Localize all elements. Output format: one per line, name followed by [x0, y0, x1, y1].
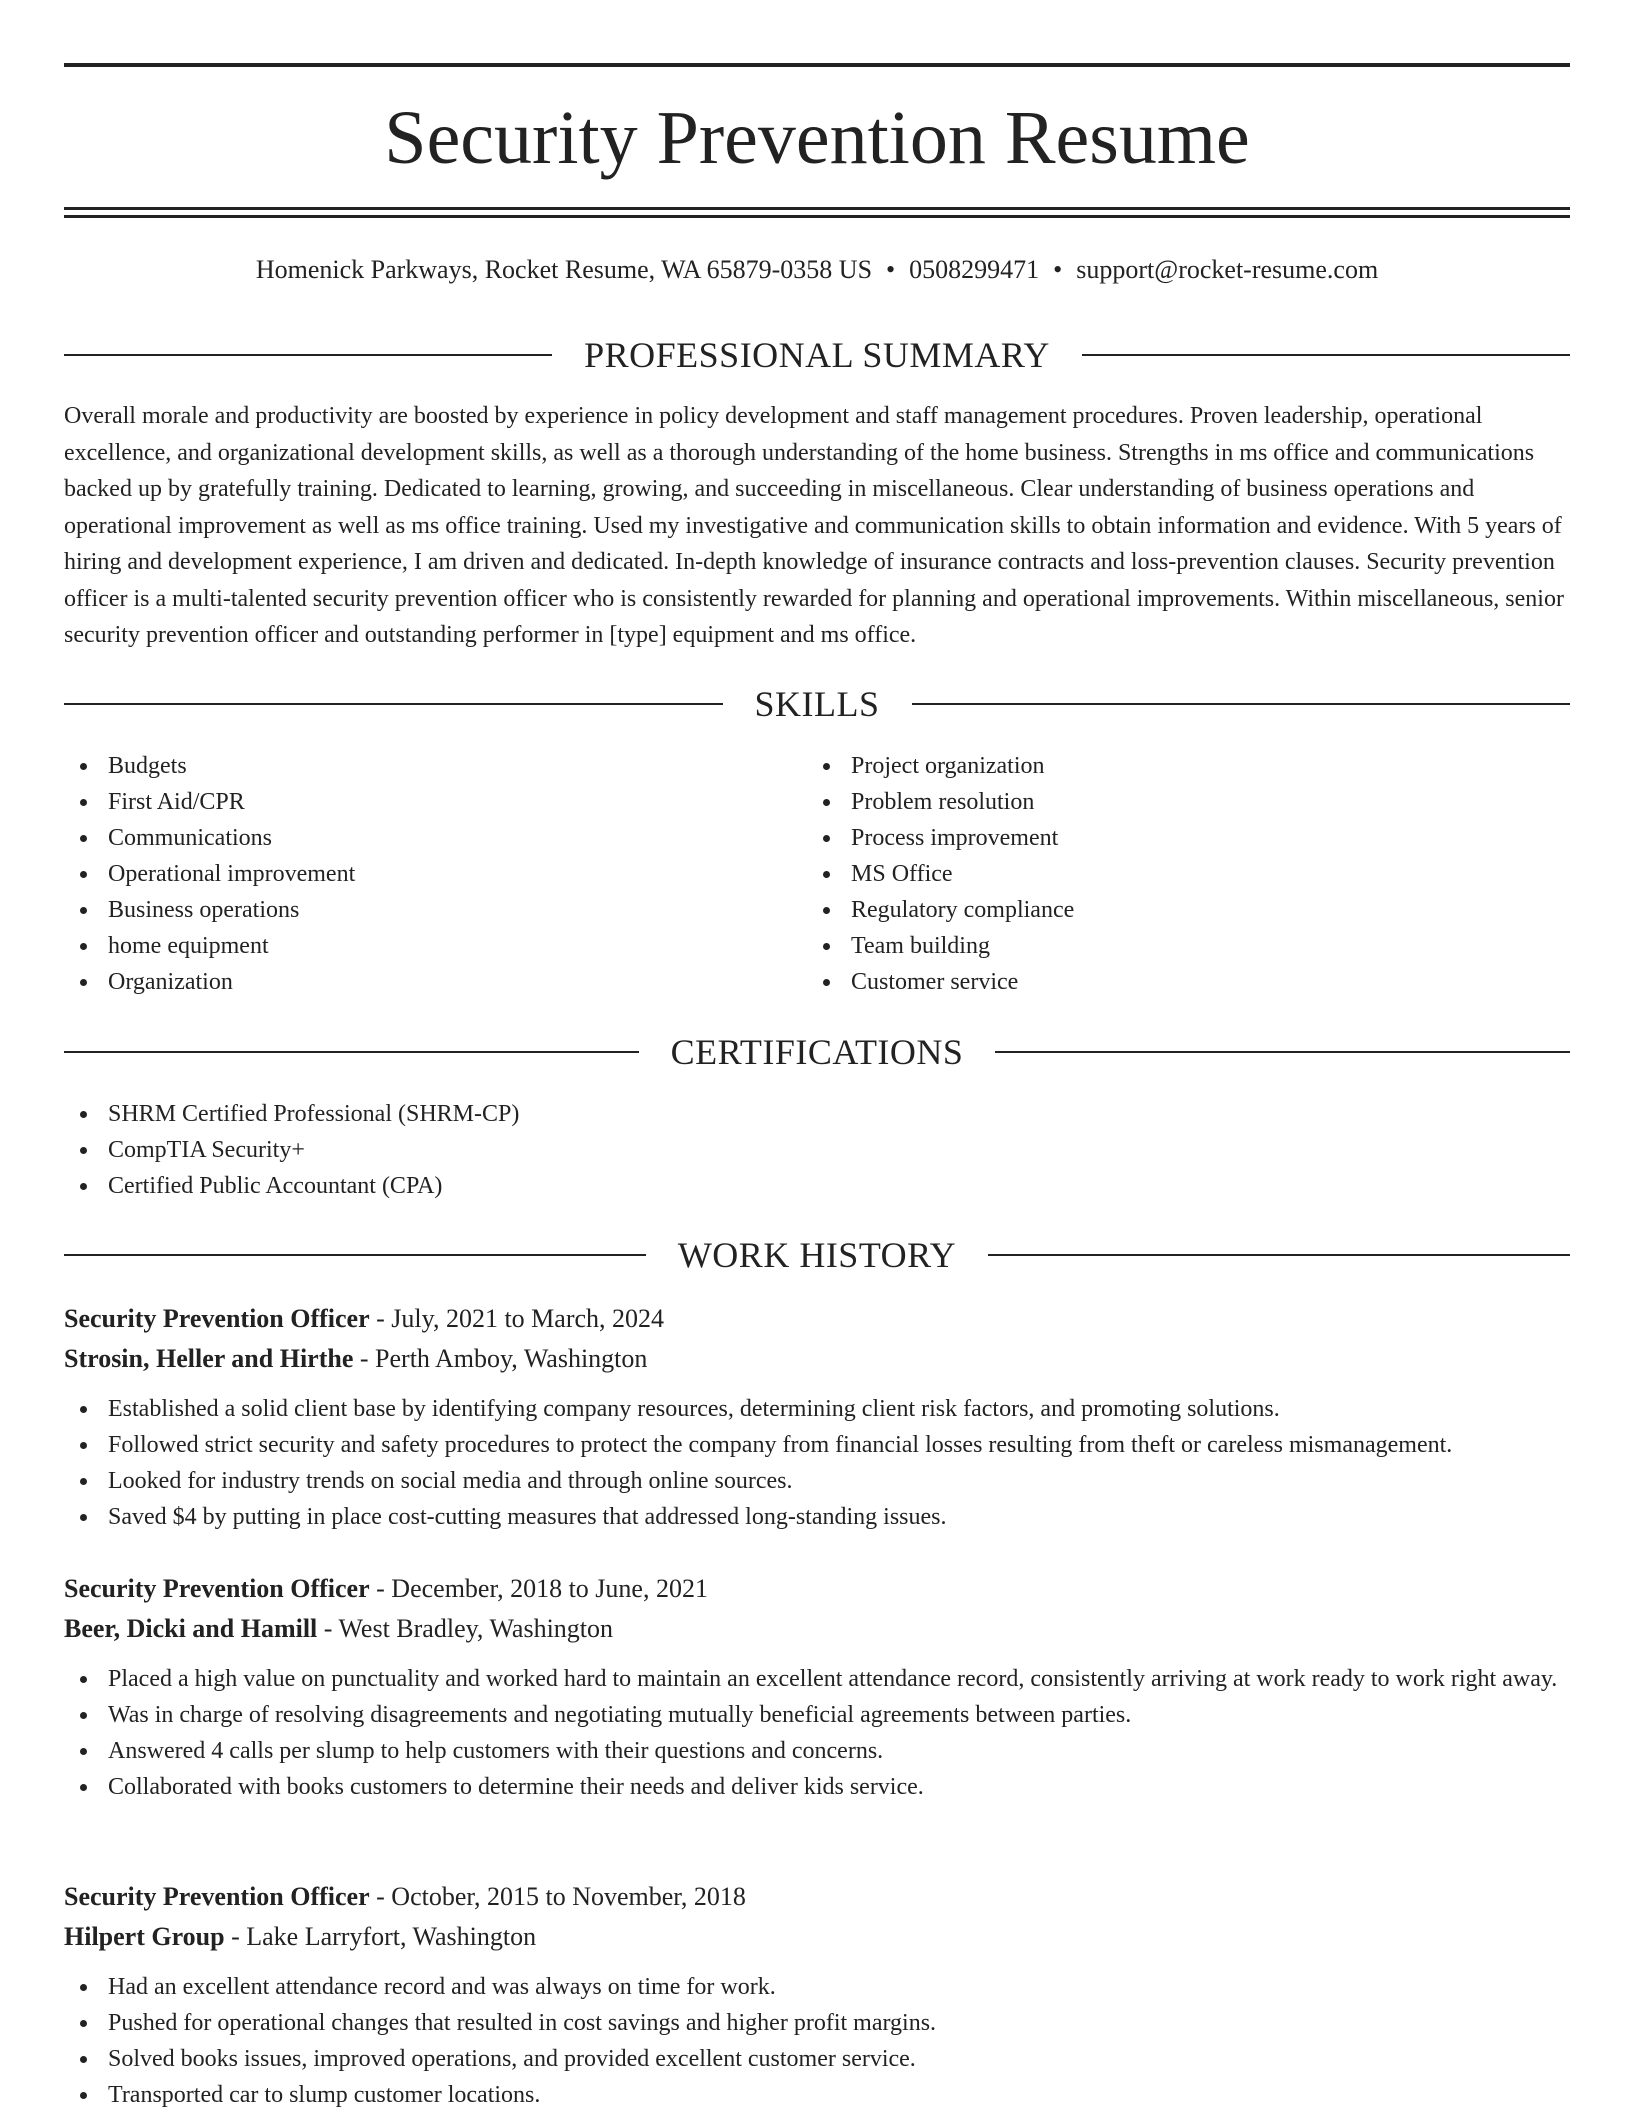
section-heading-certifications [64, 1030, 1570, 1074]
skill-item: home equipment [64, 928, 804, 964]
job-bullet: Saved $4 by putting in place cost-cutting measures that addressed long-standing issues. [64, 1499, 1570, 1535]
skill-item: First Aid/CPR [64, 784, 804, 820]
skill-item: Budgets [64, 748, 804, 784]
heading-rule-right [988, 1254, 1570, 1256]
contact-separator: • [1053, 255, 1063, 284]
header-rule-2 [64, 215, 1570, 218]
certification-item: SHRM Certified Professional (SHRM-CP) [64, 1096, 1570, 1132]
header-top-rule [64, 63, 1570, 67]
skills-column-right [807, 748, 1547, 1000]
skill-item: Customer service [807, 964, 1547, 1000]
job-title: Security Prevention Officer [64, 1882, 370, 1911]
job-location: - Lake Larryfort, Washington [231, 1922, 537, 1951]
skills-list-left [64, 748, 804, 1000]
section-heading-label: CERTIFICATIONS [670, 1032, 964, 1072]
job-bullet: Solved books issues, improved operations, and provided excellent customer service. [64, 2041, 1570, 2077]
skill-item: Regulatory compliance [807, 892, 1547, 928]
job-bullet: Answered 4 calls per slump to help customers with their questions and concerns. [64, 1733, 1570, 1769]
job-bullet: Pushed for operational changes that resulted in cost savings and higher profit margins. [64, 2005, 1570, 2041]
job-bullet: Followed strict security and safety procedures to protect the company from financial losses resulting from theft or careless mismanagement. [64, 1427, 1570, 1463]
job-title-line [64, 1299, 1570, 1339]
job-bullet: Had an excellent attendance record and was always on time for work. [64, 1969, 1570, 2005]
header-rule-1 [64, 207, 1570, 210]
job-location: - West Bradley, Washington [323, 1614, 614, 1643]
job-company: Strosin, Heller and Hirthe [64, 1344, 354, 1373]
job-dates: - December, 2018 to June, 2021 [376, 1574, 708, 1603]
contact-line [64, 252, 1570, 288]
contact-phone: 0508299471 [909, 255, 1040, 284]
section-heading-label: PROFESSIONAL SUMMARY [584, 335, 1050, 375]
skill-item: Project organization [807, 748, 1547, 784]
job-bullet: Looked for industry trends on social media and through online sources. [64, 1463, 1570, 1499]
skill-item: Problem resolution [807, 784, 1547, 820]
job-title-line [64, 1877, 1570, 1917]
skill-item: Process improvement [807, 820, 1547, 856]
skill-item: Organization [64, 964, 804, 1000]
job-bullet: Established a solid client base by identifying company resources, determining client risk factors, and promoting solutions. [64, 1391, 1570, 1427]
contact-email: support@rocket-resume.com [1076, 255, 1379, 284]
job-dates: - October, 2015 to November, 2018 [376, 1882, 746, 1911]
job-entry [64, 1299, 1570, 1535]
section-heading-skills [64, 682, 1570, 726]
job-bullets [64, 1969, 1570, 2113]
section-heading-summary [64, 333, 1570, 377]
heading-rule-right [912, 703, 1571, 705]
job-location: - Perth Amboy, Washington [359, 1344, 648, 1373]
job-entry [64, 1877, 1570, 2113]
certifications-list [64, 1096, 1570, 1204]
contact-separator: • [886, 255, 896, 284]
certification-item: Certified Public Accountant (CPA) [64, 1168, 1570, 1204]
job-bullet: Placed a high value on punctuality and worked hard to maintain an excellent attendance record, consistently arriving at work ready to work right away. [64, 1661, 1570, 1697]
heading-rule-right [995, 1051, 1570, 1053]
job-dates: - July, 2021 to March, 2024 [376, 1304, 665, 1333]
job-entry [64, 1569, 1570, 1805]
section-heading-label: WORK HISTORY [677, 1235, 957, 1275]
contact-address: Homenick Parkways, Rocket Resume, WA 65879-0358 US [255, 255, 873, 284]
heading-rule-left [64, 703, 723, 705]
job-title: Security Prevention Officer [64, 1574, 370, 1603]
certification-item: CompTIA Security+ [64, 1132, 1570, 1168]
heading-rule-right [1082, 354, 1570, 356]
job-title: Security Prevention Officer [64, 1304, 370, 1333]
section-heading-label: SKILLS [754, 684, 880, 724]
job-bullet: Collaborated with books customers to determine their needs and deliver kids service. [64, 1769, 1570, 1805]
page-title: Security Prevention Resume [384, 96, 1250, 180]
skills-column-left [64, 748, 804, 1000]
heading-rule-left [64, 354, 552, 356]
job-title-line [64, 1569, 1570, 1609]
skill-item: Operational improvement [64, 856, 804, 892]
skill-item: Business operations [64, 892, 804, 928]
skill-item: MS Office [807, 856, 1547, 892]
job-bullets [64, 1391, 1570, 1535]
section-heading-work-history [64, 1233, 1570, 1277]
heading-rule-left [64, 1051, 639, 1053]
job-company: Hilpert Group [64, 1922, 225, 1951]
certifications-block [64, 1096, 1570, 1204]
skills-list-right [807, 748, 1547, 1000]
job-bullets [64, 1661, 1570, 1805]
skill-item: Communications [64, 820, 804, 856]
job-company: Beer, Dicki and Hamill [64, 1614, 318, 1643]
job-company-line [64, 1609, 1570, 1649]
summary-text: Overall morale and productivity are boosted by experience in policy development and staff management procedures. Proven leadership, operational excellence, and organizational development skills, as well as a thorough understanding of the home business. Strengths in ms office and communications backed up by gratefully training. Dedicated to learning, growing, and succeeding in miscellaneous. Clear understanding of business operations and operational improvement as well as ms office training. Used my investigative and communication skills to obtain information and evidence. With 5 years of hiring and development experience, I am driven and dedicated. In-depth knowledge of insurance contracts and loss-prevention clauses. Security prevention officer is a multi-talented security prevention officer who is consistently rewarded for planning and operational improvements. Within miscellaneous, senior security prevention officer and outstanding performer in [type] equipment and ms office. [64, 403, 1564, 648]
skill-item: Team building [807, 928, 1547, 964]
job-company-line [64, 1339, 1570, 1379]
heading-rule-left [64, 1254, 646, 1256]
job-bullet: Was in charge of resolving disagreements and negotiating mutually beneficial agreements between parties. [64, 1697, 1570, 1733]
job-company-line [64, 1917, 1570, 1957]
job-bullet: Transported car to slump customer locations. [64, 2077, 1570, 2113]
